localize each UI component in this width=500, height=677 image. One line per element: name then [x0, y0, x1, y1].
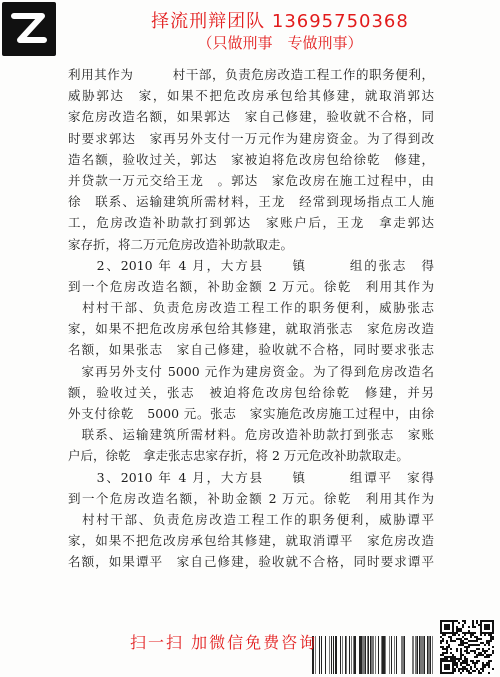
body-line: 名额，如果张志 家自己修建，验收就不合格，同时要求张志	[68, 342, 434, 358]
body-line: 威胁郭达 家，如果不把危改房承包给其修建，就取消郭达	[68, 88, 434, 104]
body-line: 联系、运输建筑所需材料。危房改造补助款打到张志 家账	[68, 427, 434, 443]
banner-title: 择流刑辩团队 13695750368	[151, 11, 409, 32]
body-line: 家危房改造名额，如果郭达 家自己修建，验收就不合格，同	[68, 109, 434, 125]
body-line: 3、2010 年 4 月，大方县 镇 组谭平 家得	[68, 469, 434, 485]
footer-wechat-prompt: 扫一扫 加微信免费咨询	[130, 633, 318, 652]
scan-barcode-strip	[312, 636, 434, 674]
body-line: 造名额，验收过关，郭达 家被迫将危改房包给徐乾 修建，	[68, 151, 434, 167]
body-line: 家，如果不把危改房承包给其修建，就取消谭平 家危房改造	[68, 533, 434, 549]
body-line: 利用其作为 村干部，负责危房改造工程工作的职务便利，	[68, 67, 434, 82]
body-line: 外支付徐乾 5000 元。张志 家实施危改房施工过程中，由徐	[68, 406, 434, 421]
law-firm-logo-icon	[2, 2, 56, 56]
body-line: 名额，如果谭平 家自己修建，验收就不合格，同时要求谭平	[68, 554, 434, 570]
body-line: 2、2010 年 4 月，大方县 镇 组的张志 得	[68, 257, 434, 273]
body-line: 到一个危房改造名额，补助金额 2 万元。徐乾 利用其作为	[68, 490, 434, 506]
body-line: 村村干部、负责危房改造工程工作的职务便利，威胁谭平	[68, 511, 434, 527]
document-body	[68, 64, 434, 573]
banner-subtitle: （只做刑事 专做刑事）	[197, 34, 363, 52]
body-line: 村村干部、负责危房改造工程工作的职务便利，威胁张志	[68, 300, 434, 316]
body-line: 家再另外支付 5000 元作为建房资金。为了得到危房改造名	[68, 363, 434, 379]
body-line: 到一个危房改造名额，补助金额 2 万元。徐乾 利用其作为	[68, 278, 434, 294]
body-line: 徐 联系、运输建筑所需材料，王龙 经常到现场指点工人施	[68, 194, 434, 210]
body-line: 时要求郭达 家再另外支付一万元作为建房资金。为了得到改	[68, 130, 434, 146]
qr-code-icon[interactable]	[440, 620, 494, 674]
body-line: 额，验收过关，张志 被迫将危改房包给徐乾 修建，并另	[68, 384, 434, 400]
body-line: 家，如果不把危改房承包给其修建，就取消张志 家危房改造	[68, 321, 434, 337]
body-line: 工，危房改造补助款打到郭达 家账户后，王龙 拿走郭达	[68, 215, 434, 231]
body-line: 并贷款一万元交给王龙 。郭达 家危改房在施工过程中，由	[68, 172, 434, 188]
body-line: 户后，徐乾 拿走张志忠家存折，将 2 万元危改补助款取走。	[68, 448, 409, 464]
body-line: 家存折，将二万元危房改造补助款取走。	[68, 236, 294, 252]
